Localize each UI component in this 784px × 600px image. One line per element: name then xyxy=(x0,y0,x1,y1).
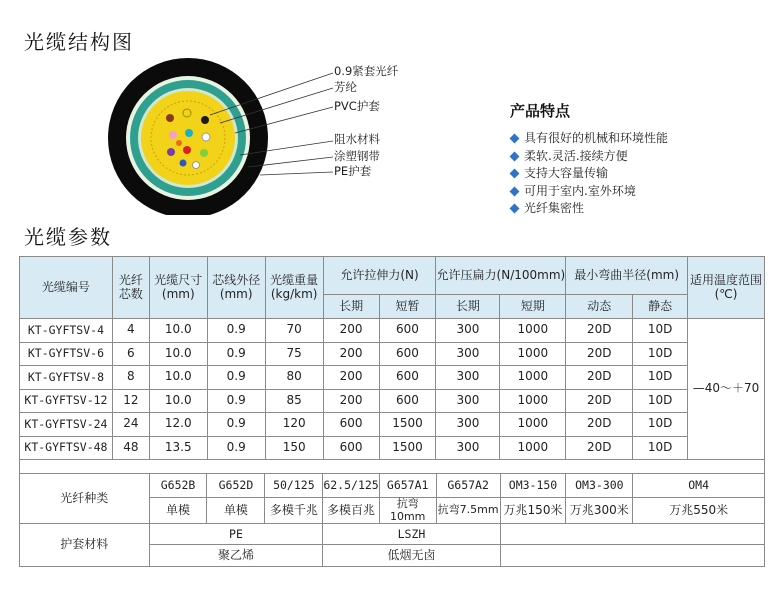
fiber-code: 50/125 xyxy=(265,474,323,498)
features-title: 产品特点 xyxy=(510,102,571,120)
label-aramid: 芳纶 xyxy=(334,80,357,94)
header-tensile: 允许拉伸力(N) xyxy=(323,257,436,295)
bullet-diamond-icon xyxy=(510,169,520,179)
header-crush: 允许压扁力(N/100mm) xyxy=(436,257,566,295)
table-cell: 20D xyxy=(566,413,633,437)
sheath-label: 护套材料 xyxy=(20,524,150,567)
table-row xyxy=(20,342,765,366)
sheath-code-pe: PE xyxy=(149,524,323,545)
header-bend-dynamic: 动态 xyxy=(566,295,633,319)
table-cell: 4 xyxy=(112,319,149,343)
feature-item: 支持大容量传输 xyxy=(509,165,668,183)
table-cell: 10D xyxy=(633,413,688,437)
table-cell: 24 xyxy=(112,413,149,437)
table-cell: 10.0 xyxy=(149,366,207,390)
table-cell: KT-GYFTSV-4 xyxy=(20,319,113,343)
table-cell: KT-GYFTSV-48 xyxy=(20,436,113,460)
table-cell: 13.5 xyxy=(149,436,207,460)
table-row xyxy=(20,436,765,460)
table-cell: 0.9 xyxy=(207,342,265,366)
params-title: 光缆参数 xyxy=(24,225,112,249)
fiber-name: 单模 xyxy=(149,498,207,524)
table-cell: 12.0 xyxy=(149,413,207,437)
header-crush-long: 长期 xyxy=(436,295,500,319)
table-cell: 600 xyxy=(379,366,436,390)
header-tensile-long: 长期 xyxy=(323,295,379,319)
label-pvc-sheath: PVC护套 xyxy=(334,99,380,113)
sheath-empty xyxy=(500,524,764,545)
feature-item: 光纤集密性 xyxy=(509,200,668,218)
table-cell: 300 xyxy=(436,319,500,343)
table-cell: 1500 xyxy=(379,413,436,437)
table-row xyxy=(20,389,765,413)
table-cell: 600 xyxy=(379,342,436,366)
params-table xyxy=(19,256,765,474)
feature-item: 可用于室内.室外环境 xyxy=(509,183,668,201)
sheath-name-lszh: 低烟无卤 xyxy=(323,545,500,567)
fiber-code: G657A1 xyxy=(379,474,436,498)
fiber-name: 单模 xyxy=(207,498,265,524)
table-cell: 8 xyxy=(112,366,149,390)
fiber-type-label: 光纤种类 xyxy=(20,474,150,524)
fiber-name: 抗弯7.5mm xyxy=(436,498,500,524)
table-cell: 1000 xyxy=(500,413,566,437)
table-cell: 150 xyxy=(265,436,323,460)
header-temp: 适用温度范围(℃) xyxy=(688,257,765,319)
fiber-name: 抗弯10mm xyxy=(379,498,436,524)
table-cell: 80 xyxy=(265,366,323,390)
aramid-layer xyxy=(141,91,235,185)
table-cell: 12 xyxy=(112,389,149,413)
fiber-name: 万兆150米 xyxy=(500,498,566,524)
sheath-name-pe: 聚乙烯 xyxy=(149,545,323,567)
features-list xyxy=(509,130,668,218)
table-cell: KT-GYFTSV-8 xyxy=(20,366,113,390)
table-cell: 1000 xyxy=(500,319,566,343)
fiber-code: OM3-300 xyxy=(566,474,633,498)
table-cell: 1500 xyxy=(379,436,436,460)
header-weight: 光缆重量(kg/km) xyxy=(265,257,323,319)
fiber-code: OM3-150 xyxy=(500,474,566,498)
table-row xyxy=(20,366,765,390)
fiber-name: 多模千兆 xyxy=(265,498,323,524)
table-cell: 10D xyxy=(633,342,688,366)
table-cell: 20D xyxy=(566,342,633,366)
table-cell: KT-GYFTSV-24 xyxy=(20,413,113,437)
header-model: 光缆编号 xyxy=(20,257,113,319)
table-cell: 1000 xyxy=(500,342,566,366)
temp-range-value: —40～＋70 xyxy=(688,319,765,460)
table-row xyxy=(20,319,765,343)
table-cell: 10D xyxy=(633,319,688,343)
table-cell: 600 xyxy=(323,436,379,460)
structure-title: 光缆结构图 xyxy=(24,30,134,54)
table-cell: KT-GYFTSV-6 xyxy=(20,342,113,366)
fiber-name: 多模百兆 xyxy=(323,498,379,524)
table-cell: 20D xyxy=(566,389,633,413)
table-cell: 0.9 xyxy=(207,436,265,460)
fiber-name: 万兆300米 xyxy=(566,498,633,524)
table-cell: 10D xyxy=(633,389,688,413)
table-cell: 20D xyxy=(566,436,633,460)
table-cell: 10D xyxy=(633,436,688,460)
sheath-empty xyxy=(500,545,764,567)
bullet-diamond-icon xyxy=(510,134,520,144)
table-cell: 20D xyxy=(566,366,633,390)
table-cell: KT-GYFTSV-12 xyxy=(20,389,113,413)
fiber-name: 万兆550米 xyxy=(633,498,765,524)
table-cell: 300 xyxy=(436,389,500,413)
feature-item: 具有很好的机械和环境性能 xyxy=(509,130,668,148)
table-cell: 200 xyxy=(323,342,379,366)
label-water-block: 阻水材料 xyxy=(334,132,380,146)
table-cell: 300 xyxy=(436,413,500,437)
table-cell: 0.9 xyxy=(207,366,265,390)
table-cell: 10D xyxy=(633,366,688,390)
sheath-code-lszh: LSZH xyxy=(323,524,500,545)
header-fiber-count: 光纤芯数 xyxy=(112,257,149,319)
bullet-diamond-icon xyxy=(510,204,520,214)
table-cell: 300 xyxy=(436,342,500,366)
header-bend-static: 静态 xyxy=(633,295,688,319)
table-cell: 10.0 xyxy=(149,342,207,366)
fiber-sheath-table xyxy=(19,473,765,567)
table-cell: 0.9 xyxy=(207,413,265,437)
table-cell: 600 xyxy=(379,389,436,413)
label-pe-sheath: PE护套 xyxy=(334,164,372,178)
table-cell: 1000 xyxy=(500,389,566,413)
fiber-code: OM4 xyxy=(633,474,765,498)
table-cell: 1000 xyxy=(500,366,566,390)
header-crush-short: 短期 xyxy=(500,295,566,319)
table-cell: 48 xyxy=(112,436,149,460)
table-spacer xyxy=(20,460,765,474)
label-tight-fiber: 0.9紧套光纤 xyxy=(334,64,399,78)
table-cell: 10.0 xyxy=(149,389,207,413)
fiber-code: G652B xyxy=(149,474,207,498)
table-cell: 75 xyxy=(265,342,323,366)
header-tensile-short: 短暂 xyxy=(379,295,436,319)
table-cell: 10.0 xyxy=(149,319,207,343)
label-steel-tape: 涂塑钢带 xyxy=(334,149,380,163)
table-cell: 600 xyxy=(379,319,436,343)
table-cell: 600 xyxy=(323,413,379,437)
header-core-diameter: 芯线外径(mm) xyxy=(207,257,265,319)
table-cell: 20D xyxy=(566,319,633,343)
feature-item: 柔软.灵活.接续方便 xyxy=(509,148,668,166)
table-cell: 0.9 xyxy=(207,319,265,343)
fiber-code: G652D xyxy=(207,474,265,498)
table-cell: 6 xyxy=(112,342,149,366)
table-cell: 200 xyxy=(323,319,379,343)
table-cell: 120 xyxy=(265,413,323,437)
fiber-code: 62.5/125 xyxy=(323,474,379,498)
table-cell: 200 xyxy=(323,389,379,413)
header-size: 光缆尺寸(mm) xyxy=(149,257,207,319)
table-cell: 70 xyxy=(265,319,323,343)
table-cell: 300 xyxy=(436,436,500,460)
bullet-diamond-icon xyxy=(510,151,520,161)
table-cell: 1000 xyxy=(500,436,566,460)
table-cell: 300 xyxy=(436,366,500,390)
fiber-code: G657A2 xyxy=(436,474,500,498)
table-row xyxy=(20,413,765,437)
bullet-diamond-icon xyxy=(510,186,520,196)
table-cell: 0.9 xyxy=(207,389,265,413)
table-body xyxy=(20,319,765,460)
table-cell: 85 xyxy=(265,389,323,413)
table-cell: 200 xyxy=(323,366,379,390)
header-bend: 最小弯曲半径(mm) xyxy=(566,257,688,295)
